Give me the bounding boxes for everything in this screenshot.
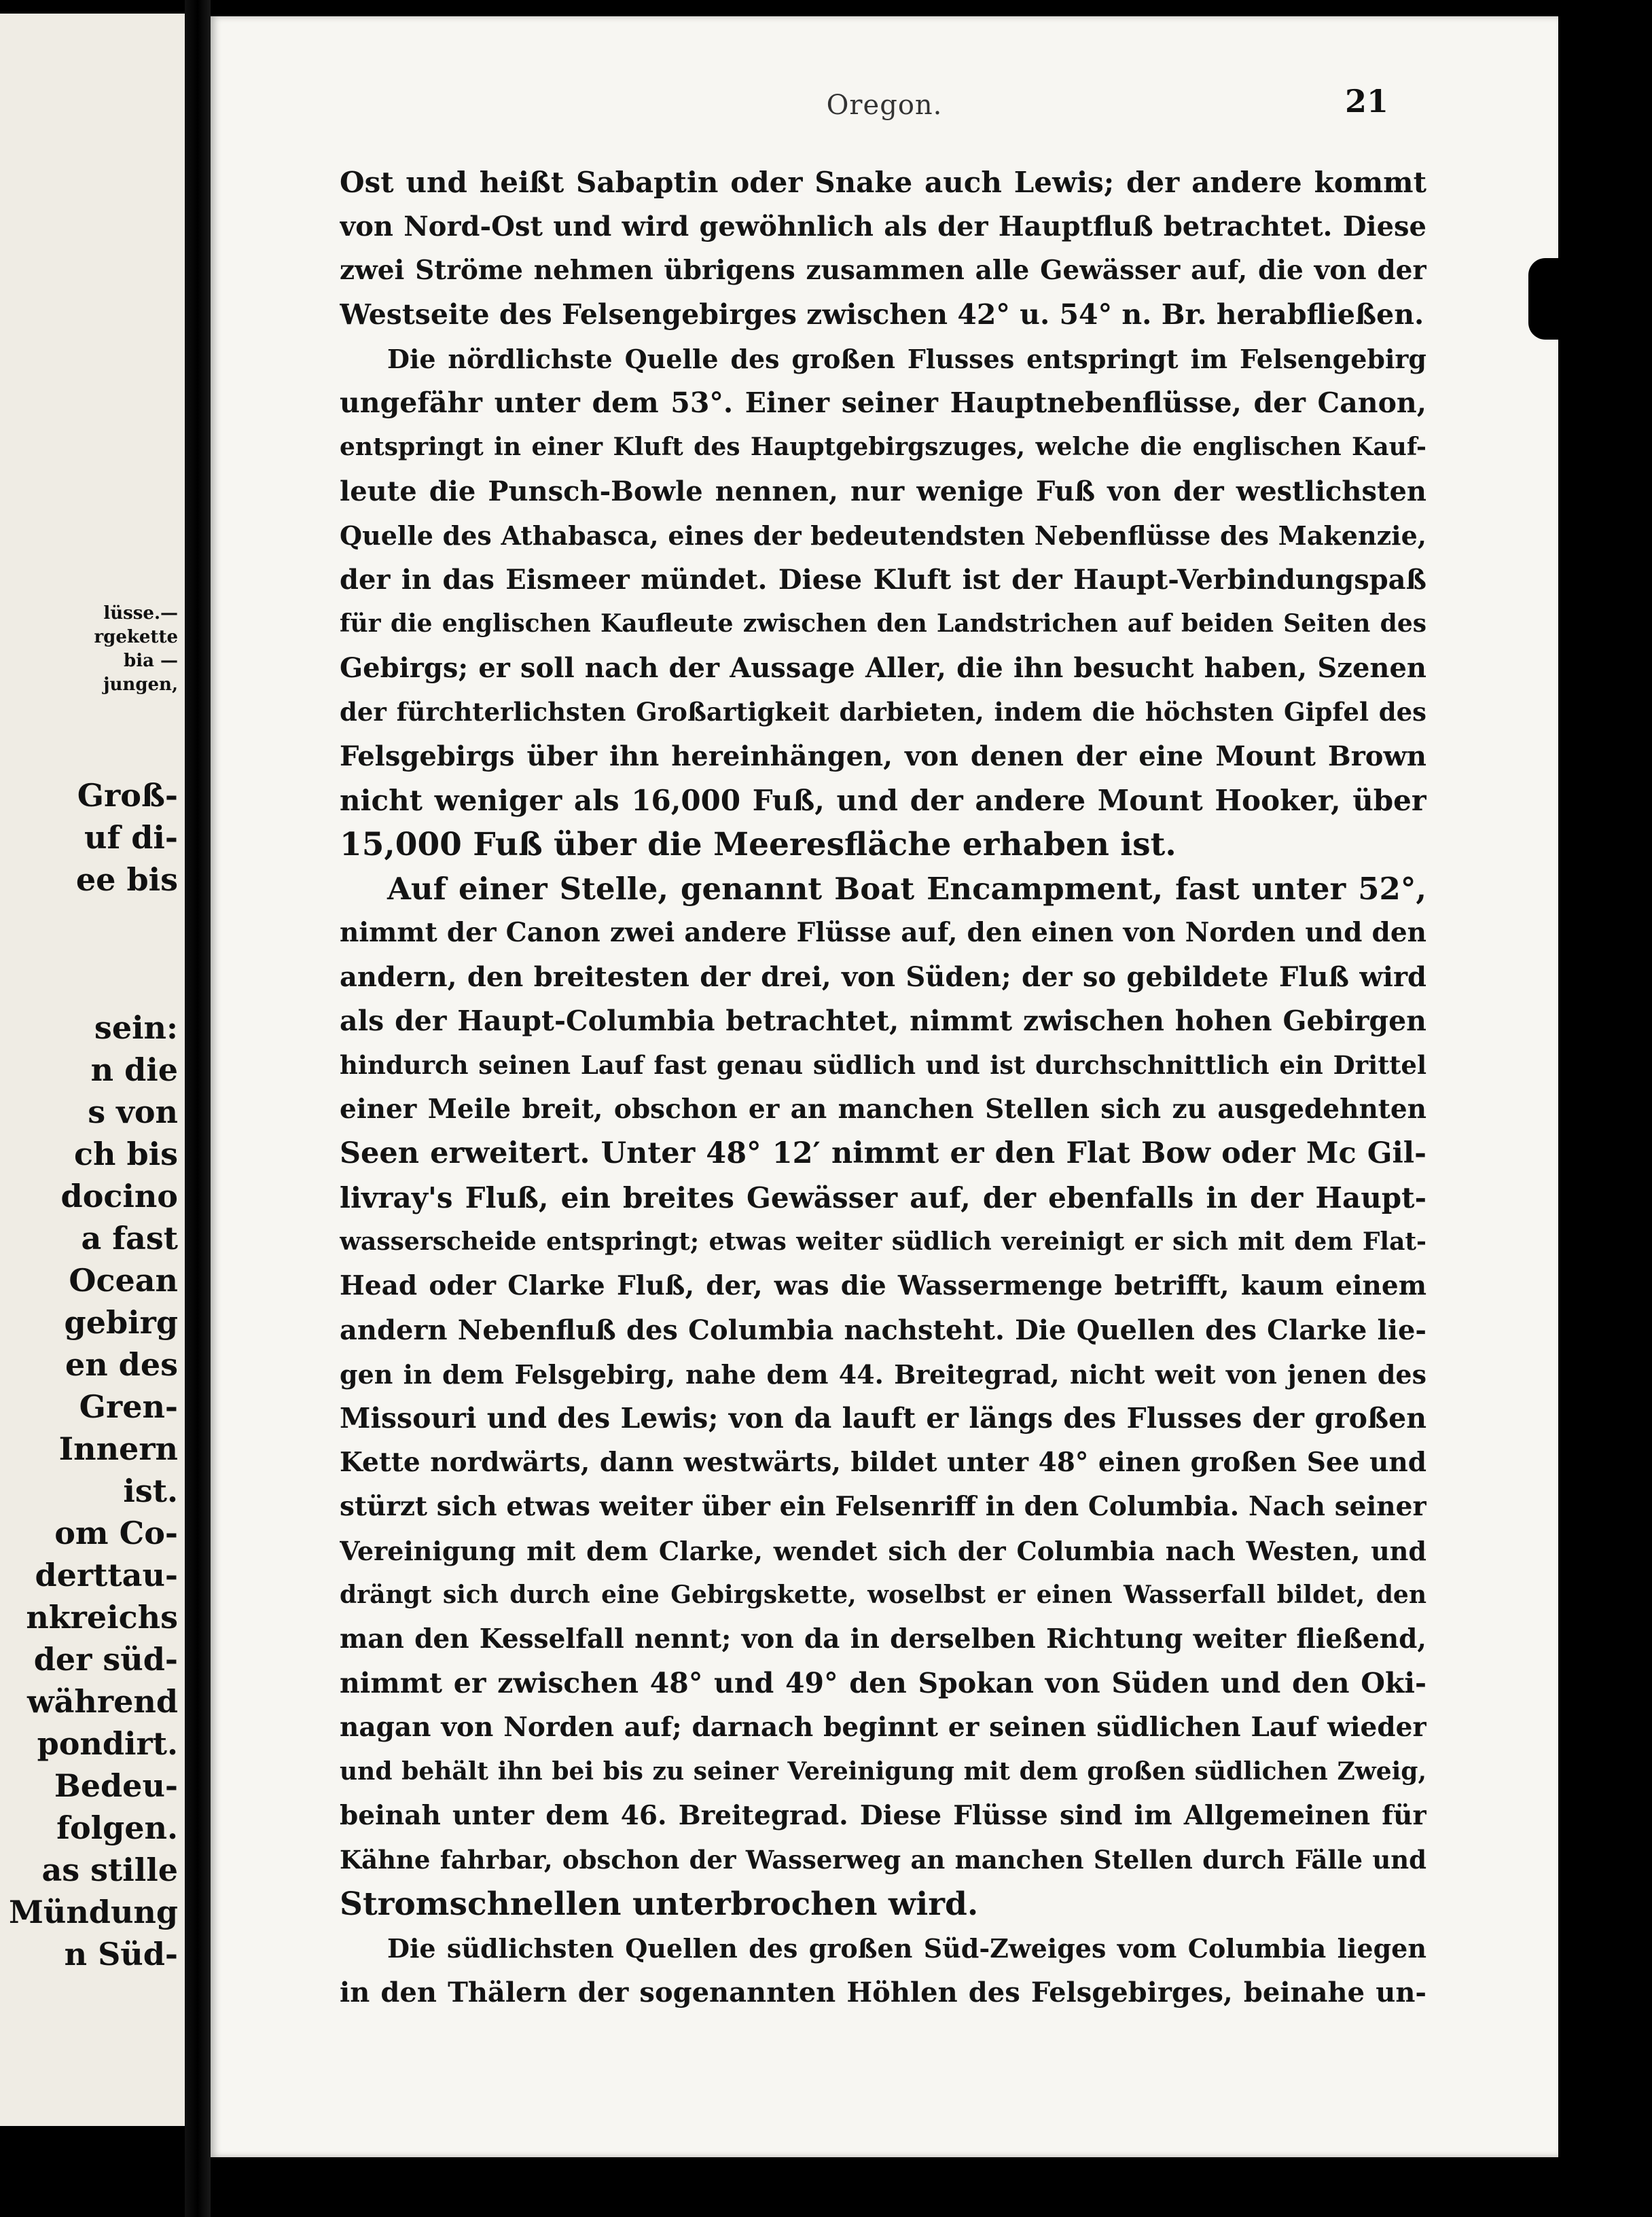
text-line: in den Thälern der sogenannten Höhlen des Felsgebirges, beinahe un- [340, 1977, 1426, 2008]
text-line: man den Kesselfall nennt; von da in derselben Richtung weiter fließend, [340, 1623, 1426, 1655]
text-line: andern, den breitesten der drei, von Süden; der so gebildete Fluß wird [340, 961, 1426, 993]
left-page-fragment: bia — [124, 651, 178, 671]
left-page-fragment: Mündung [8, 1894, 178, 1930]
text-line: nicht weniger als 16,000 Fuß, und der andere Mount Hooker, über [340, 784, 1426, 817]
text-line: Gebirgs; er soll nach der Aussage Aller, die ihn besucht haben, Szenen [340, 652, 1426, 684]
left-page-fragment: lüsse.— [103, 603, 178, 624]
text-line: nimmt der Canon zwei andere Flüsse auf, den einen von Norden und den [340, 917, 1426, 948]
text-line: Kähne fahrbar, obschon der Wasserweg an manchen Stellen durch Fälle und [340, 1845, 1426, 1875]
left-page-fragment: jungen, [103, 674, 178, 695]
text-line: wasserscheide entspringt; etwas weiter südlich vereinigt er sich mit dem Flat- [340, 1227, 1426, 1256]
left-page-fragment: Innern [58, 1430, 178, 1467]
left-page-fragment: während [27, 1683, 178, 1720]
text-line: entspringt in einer Kluft des Hauptgebirgszuges, welche die englischen Kauf- [340, 433, 1426, 461]
left-page-fragment: docino [60, 1178, 178, 1214]
text-line: Stromschnellen unterbrochen wird. [340, 1886, 979, 1923]
text-line: 15,000 Fuß über die Meeresfläche erhaben ist. [340, 826, 1177, 863]
text-line: hindurch seinen Lauf fast genau südlich und ist durchschnittlich ein Drittel [340, 1050, 1426, 1080]
scan-border [1558, 0, 1652, 2217]
text-line: Quelle des Athabasca, eines der bedeutendsten Nebenflüsse des Makenzie, [340, 520, 1426, 551]
text-line: Felsgebirgs über ihn hereinhängen, von denen der eine Mount Brown [340, 740, 1426, 772]
text-line: gen in dem Felsgebirg, nahe dem 44. Breitegrad, nicht weit von jenen des [340, 1359, 1426, 1390]
left-page-fragment: as stille [41, 1852, 178, 1888]
left-page-fragment: n die [90, 1051, 178, 1088]
text-line: leute die Punsch-Bowle nennen, nur wenige Fuß von der westlichsten [340, 475, 1426, 507]
text-line: zwei Ströme nehmen übrigens zusammen alle Gewässer auf, die von der [340, 255, 1426, 286]
text-line: ungefähr unter dem 53°. Einer seiner Hauptnebenflüsse, der Canon, [340, 386, 1426, 419]
left-page-fragment: om Co- [54, 1515, 178, 1551]
text-line: Auf einer Stelle, genannt Boat Encampment, fast unter 52°, [387, 871, 1426, 907]
left-page-fragment: n Süd- [64, 1936, 178, 1972]
left-page-fragment: Bedeu- [54, 1767, 178, 1804]
text-line: Westseite des Felsengebirges zwischen 42° u. 54° n. Br. herabfließen. [340, 298, 1424, 331]
left-page-fragment: rgekette [94, 627, 178, 647]
text-line: der in das Eismeer mündet. Diese Kluft ist der Haupt-Verbindungspaß [340, 564, 1426, 596]
left-page-fragment: der süd- [33, 1641, 178, 1678]
text-line: einer Meile breit, obschon er an manchen Stellen sich zu ausgedehnten [340, 1094, 1426, 1125]
text-line: beinah unter dem 46. Breitegrad. Diese Flüsse sind im Allgemeinen für [340, 1800, 1426, 1831]
book-page [211, 16, 1558, 2157]
left-page-fragment: folgen. [56, 1809, 178, 1846]
left-page-fragment: sein: [94, 1009, 178, 1046]
text-line: und behält ihn bei bis zu seiner Vereinigung mit dem großen südlichen Zweig, [340, 1757, 1426, 1786]
page-number: 21 [1344, 83, 1388, 120]
text-line: als der Haupt-Columbia betrachtet, nimmt zwischen hohen Gebirgen [340, 1005, 1426, 1037]
text-line: livray's Fluß, ein breites Gewässer auf, der ebenfalls in der Haupt- [340, 1181, 1426, 1214]
text-line: Missouri und des Lewis; von da lauft er längs des Flusses der großen [340, 1402, 1426, 1435]
left-page-fragment: ist. [123, 1473, 178, 1509]
text-line: nagan von Norden auf; darnach beginnt er seinen südlichen Lauf wieder [340, 1712, 1426, 1743]
scan-artifact [1528, 258, 1562, 340]
text-line: nimmt er zwischen 48° und 49° den Spokan von Süden und den Oki- [340, 1667, 1426, 1699]
text-line: Ost und heißt Sabaptin oder Snake auch Lewis; der andere kommt [340, 166, 1426, 199]
text-line: von Nord-Ost und wird gewöhnlich als der Hauptfluß betrachtet. Diese [340, 211, 1426, 242]
left-page-fragment: Ocean [69, 1262, 178, 1299]
left-page-fragment: uf di- [84, 819, 178, 856]
book-gutter [185, 0, 211, 2217]
text-line: Kette nordwärts, dann westwärts, bildet unter 48° einen großen See und [340, 1447, 1426, 1478]
text-line: drängt sich durch eine Gebirgskette, woselbst er einen Wasserfall bildet, den [340, 1581, 1426, 1609]
text-line: andern Nebenfluß des Columbia nachsteht. Die Quellen des Clarke lie- [340, 1314, 1426, 1346]
left-page-fragment: ch bis [73, 1136, 178, 1172]
left-page-fragment: a fast [81, 1220, 178, 1257]
text-line: Vereinigung mit dem Clarke, wendet sich der Columbia nach Westen, und [340, 1536, 1426, 1566]
text-line: Die südlichsten Quellen des großen Süd-Zweiges vom Columbia liegen [387, 1933, 1426, 1964]
left-facing-page [0, 14, 185, 2126]
text-line: Die nördlichste Quelle des großen Flusses entspringt im Felsengebirg [387, 344, 1426, 374]
text-line: Head oder Clarke Fluß, der, was die Wassermenge betrifft, kaum einem [340, 1270, 1426, 1301]
left-page-fragment: gebirg [64, 1304, 178, 1341]
text-line: der fürchterlichsten Großartigkeit darbieten, indem die höchsten Gipfel des [340, 697, 1426, 727]
left-page-fragment: pondirt. [37, 1725, 178, 1762]
text-line: stürzt sich etwas weiter über ein Felsenriff in den Columbia. Nach seiner [340, 1491, 1426, 1522]
left-page-fragment: ee bis [75, 861, 178, 898]
left-page-fragment: nkreichs [26, 1599, 178, 1636]
left-page-fragment: Groß- [77, 777, 178, 814]
left-page-fragment: Gren- [79, 1388, 178, 1425]
left-page-fragment: derttau- [35, 1557, 178, 1593]
left-page-fragment: en des [65, 1346, 178, 1383]
left-page-fragment: s von [88, 1094, 178, 1130]
running-head: Oregon. [826, 90, 943, 121]
text-line: für die englischen Kaufleute zwischen den Landstrichen auf beiden Seiten des [340, 609, 1426, 638]
text-line: Seen erweitert. Unter 48° 12′ nimmt er den Flat Bow oder Mc Gil- [340, 1136, 1426, 1170]
body-text [340, 160, 1426, 2015]
